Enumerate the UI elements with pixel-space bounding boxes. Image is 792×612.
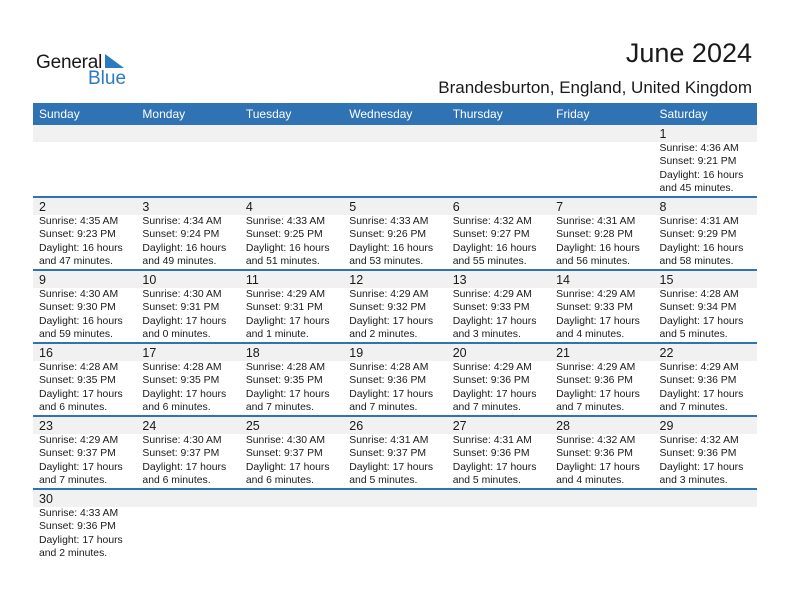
sunset-text: Sunset: 9:37 PM bbox=[39, 448, 116, 460]
sunset-text: Sunset: 9:36 PM bbox=[659, 375, 737, 387]
week-row bbox=[33, 488, 757, 561]
minutes-text: and 7 minutes. bbox=[245, 402, 315, 414]
day-cell bbox=[240, 142, 343, 196]
sunrise-text: Sunrise: 4:30 AM bbox=[245, 435, 325, 446]
day-number: 20 bbox=[452, 346, 467, 360]
day-cell bbox=[136, 434, 239, 488]
daylight-text: Daylight: 17 hours bbox=[39, 534, 123, 546]
sunset-text: Sunset: 9:27 PM bbox=[452, 229, 530, 241]
minutes-text: and 7 minutes. bbox=[452, 402, 521, 414]
day-number: 24 bbox=[142, 419, 157, 433]
daylight-text: Daylight: 16 hours bbox=[245, 242, 330, 254]
day-number: 29 bbox=[659, 419, 674, 433]
sunset-text: Sunset: 9:25 PM bbox=[245, 229, 323, 241]
minutes-text: and 2 minutes. bbox=[39, 548, 108, 560]
day-cell bbox=[447, 288, 550, 342]
sunset-text: Sunset: 9:36 PM bbox=[349, 375, 427, 387]
daylight-text: Daylight: 17 hours bbox=[659, 315, 744, 327]
sunrise-text: Sunrise: 4:28 AM bbox=[245, 362, 325, 373]
day-cell bbox=[343, 434, 446, 488]
daylight-text: Daylight: 17 hours bbox=[659, 461, 744, 473]
sunrise-text: Sunrise: 4:29 AM bbox=[659, 362, 739, 373]
sunrise-text: Sunrise: 4:31 AM bbox=[349, 435, 429, 446]
sunrise-text: Sunrise: 4:29 AM bbox=[452, 362, 532, 373]
day-cell bbox=[550, 142, 653, 196]
minutes-text: and 49 minutes. bbox=[142, 256, 217, 268]
minutes-text: and 6 minutes. bbox=[142, 475, 211, 487]
day-cell bbox=[33, 507, 136, 561]
day-details-row bbox=[33, 215, 757, 269]
date-strip bbox=[33, 417, 757, 434]
day-cell bbox=[33, 142, 136, 196]
daylight-text: Daylight: 17 hours bbox=[142, 388, 227, 400]
day-cell bbox=[654, 215, 757, 269]
sunset-text: Sunset: 9:23 PM bbox=[39, 229, 116, 241]
minutes-text: and 6 minutes. bbox=[245, 475, 315, 487]
sunrise-text: Sunrise: 4:29 AM bbox=[245, 289, 325, 300]
sunset-text: Sunset: 9:31 PM bbox=[142, 302, 220, 314]
week-row bbox=[33, 415, 757, 488]
minutes-text: and 5 minutes. bbox=[659, 329, 728, 341]
day-cell bbox=[447, 507, 550, 561]
day-number: 26 bbox=[349, 419, 364, 433]
day-cell bbox=[550, 361, 653, 415]
daylight-text: Daylight: 16 hours bbox=[556, 242, 640, 254]
minutes-text: and 3 minutes. bbox=[452, 329, 521, 341]
sunrise-text: Sunrise: 4:33 AM bbox=[39, 508, 119, 519]
day-details-row bbox=[33, 507, 757, 561]
day-number: 21 bbox=[556, 346, 571, 360]
page-title: June 2024 bbox=[625, 38, 752, 68]
day-cell bbox=[33, 361, 136, 415]
day-number: 4 bbox=[245, 200, 253, 214]
sunset-text: Sunset: 9:37 PM bbox=[245, 448, 323, 460]
sunset-text: Sunset: 9:28 PM bbox=[556, 229, 633, 241]
minutes-text: and 1 minute. bbox=[245, 329, 309, 341]
sunset-text: Sunset: 9:37 PM bbox=[142, 448, 220, 460]
day-number bbox=[654, 490, 757, 507]
daylight-text: Daylight: 16 hours bbox=[452, 242, 537, 254]
day-number bbox=[240, 490, 343, 507]
minutes-text: and 3 minutes. bbox=[659, 475, 728, 487]
day-cell bbox=[654, 288, 757, 342]
weekday-header-1: Monday bbox=[142, 107, 186, 121]
sunrise-text: Sunrise: 4:35 AM bbox=[39, 216, 119, 227]
day-number: 2 bbox=[39, 200, 46, 214]
sunset-text: Sunset: 9:24 PM bbox=[142, 229, 220, 241]
day-number bbox=[550, 490, 653, 507]
day-cell bbox=[136, 507, 239, 561]
day-number: 12 bbox=[349, 273, 364, 287]
daylight-text: Daylight: 16 hours bbox=[39, 315, 123, 327]
sunrise-text: Sunrise: 4:29 AM bbox=[452, 289, 532, 300]
day-number: 13 bbox=[452, 273, 467, 287]
daylight-text: Daylight: 17 hours bbox=[556, 315, 640, 327]
sunrise-text: Sunrise: 4:30 AM bbox=[39, 289, 119, 300]
generalblue-logo bbox=[36, 50, 136, 90]
weekday-header-5: Friday bbox=[556, 107, 590, 121]
sunset-text: Sunset: 9:36 PM bbox=[39, 521, 116, 533]
day-cell bbox=[550, 434, 653, 488]
day-number: 14 bbox=[556, 273, 571, 287]
day-number: 11 bbox=[245, 273, 259, 287]
sunset-text: Sunset: 9:36 PM bbox=[556, 375, 633, 387]
sunset-text: Sunset: 9:36 PM bbox=[452, 448, 530, 460]
minutes-text: and 7 minutes. bbox=[556, 402, 625, 414]
sunset-text: Sunset: 9:33 PM bbox=[556, 302, 633, 314]
minutes-text: and 58 minutes. bbox=[659, 256, 734, 268]
day-number bbox=[343, 490, 446, 507]
day-number: 9 bbox=[39, 273, 46, 287]
daylight-text: Daylight: 17 hours bbox=[142, 315, 227, 327]
weekday-header-0: Sunday bbox=[39, 107, 80, 121]
daylight-text: Daylight: 17 hours bbox=[245, 388, 330, 400]
day-number: 27 bbox=[452, 419, 467, 433]
day-cell bbox=[240, 288, 343, 342]
day-cell bbox=[447, 215, 550, 269]
day-cell bbox=[343, 507, 446, 561]
day-cell bbox=[343, 215, 446, 269]
day-cell bbox=[136, 215, 239, 269]
minutes-text: and 6 minutes. bbox=[142, 402, 211, 414]
weekday-header-4: Thursday bbox=[452, 107, 503, 121]
day-number: 15 bbox=[659, 273, 674, 287]
sunset-text: Sunset: 9:34 PM bbox=[659, 302, 737, 314]
daylight-text: Daylight: 16 hours bbox=[39, 242, 123, 254]
day-number: 7 bbox=[556, 200, 564, 214]
day-cell bbox=[136, 361, 239, 415]
daylight-text: Daylight: 17 hours bbox=[39, 388, 123, 400]
day-number bbox=[33, 125, 136, 142]
sunrise-text: Sunrise: 4:31 AM bbox=[452, 435, 532, 446]
minutes-text: and 6 minutes. bbox=[39, 402, 108, 414]
day-cell bbox=[343, 288, 446, 342]
day-number: 8 bbox=[659, 200, 667, 214]
day-cell bbox=[550, 507, 653, 561]
minutes-text: and 47 minutes. bbox=[39, 256, 113, 268]
day-number: 28 bbox=[556, 419, 571, 433]
minutes-text: and 7 minutes. bbox=[659, 402, 728, 414]
logo-text-general: General bbox=[36, 52, 103, 73]
sunrise-text: Sunrise: 4:32 AM bbox=[452, 216, 532, 227]
day-number: 19 bbox=[349, 346, 364, 360]
sunset-text: Sunset: 9:29 PM bbox=[659, 229, 737, 241]
sunrise-text: Sunrise: 4:29 AM bbox=[39, 435, 119, 446]
sunrise-text: Sunrise: 4:28 AM bbox=[349, 362, 429, 373]
day-number bbox=[136, 490, 239, 507]
day-number bbox=[447, 490, 550, 507]
day-details-row bbox=[33, 434, 757, 488]
day-cell bbox=[136, 142, 239, 196]
day-cell bbox=[33, 215, 136, 269]
day-cell bbox=[33, 288, 136, 342]
day-number bbox=[447, 125, 550, 142]
calendar-grid bbox=[33, 103, 757, 561]
week-row bbox=[33, 125, 757, 196]
day-cell bbox=[550, 215, 653, 269]
minutes-text: and 55 minutes. bbox=[452, 256, 527, 268]
sunset-text: Sunset: 9:36 PM bbox=[556, 448, 633, 460]
daylight-text: Daylight: 16 hours bbox=[659, 242, 744, 254]
sunrise-text: Sunrise: 4:30 AM bbox=[142, 435, 222, 446]
day-details-row bbox=[33, 361, 757, 415]
minutes-text: and 4 minutes. bbox=[556, 329, 625, 341]
sunrise-text: Sunrise: 4:33 AM bbox=[245, 216, 325, 227]
daylight-text: Daylight: 17 hours bbox=[659, 388, 744, 400]
day-cell bbox=[447, 434, 550, 488]
sunrise-text: Sunrise: 4:33 AM bbox=[349, 216, 429, 227]
weekday-header-row bbox=[33, 103, 757, 125]
minutes-text: and 7 minutes. bbox=[39, 475, 108, 487]
week-row bbox=[33, 196, 757, 269]
sunrise-text: Sunrise: 4:29 AM bbox=[556, 289, 636, 300]
daylight-text: Daylight: 17 hours bbox=[452, 315, 537, 327]
location-subtitle: Brandesburton, England, United Kingdom bbox=[438, 78, 752, 97]
day-cell bbox=[654, 361, 757, 415]
minutes-text: and 7 minutes. bbox=[349, 402, 418, 414]
day-cell bbox=[343, 361, 446, 415]
daylight-text: Daylight: 17 hours bbox=[39, 461, 123, 473]
day-cell bbox=[343, 142, 446, 196]
day-number: 3 bbox=[142, 200, 150, 214]
sunset-text: Sunset: 9:37 PM bbox=[349, 448, 427, 460]
sunrise-text: Sunrise: 4:28 AM bbox=[39, 362, 119, 373]
calendar-weeks bbox=[33, 125, 757, 561]
weekday-header-3: Wednesday bbox=[349, 107, 413, 121]
day-number: 16 bbox=[39, 346, 53, 360]
day-cell bbox=[447, 142, 550, 196]
weekday-header-2: Tuesday bbox=[245, 107, 292, 121]
sunset-text: Sunset: 9:35 PM bbox=[245, 375, 323, 387]
day-number: 25 bbox=[245, 419, 260, 433]
day-cell bbox=[240, 434, 343, 488]
day-number: 17 bbox=[142, 346, 157, 360]
minutes-text: and 2 minutes. bbox=[349, 329, 418, 341]
weekday-header-6: Saturday bbox=[659, 107, 708, 121]
week-row bbox=[33, 269, 757, 342]
sunset-text: Sunset: 9:32 PM bbox=[349, 302, 427, 314]
sunrise-text: Sunrise: 4:31 AM bbox=[659, 216, 739, 227]
day-cell bbox=[33, 434, 136, 488]
daylight-text: Daylight: 17 hours bbox=[556, 461, 640, 473]
day-cell bbox=[240, 507, 343, 561]
sunrise-text: Sunrise: 4:28 AM bbox=[142, 362, 222, 373]
minutes-text: and 59 minutes. bbox=[39, 329, 113, 341]
day-number: 10 bbox=[142, 273, 157, 287]
sunrise-text: Sunrise: 4:31 AM bbox=[556, 216, 636, 227]
daylight-text: Daylight: 16 hours bbox=[142, 242, 227, 254]
minutes-text: and 45 minutes. bbox=[659, 183, 734, 195]
date-strip bbox=[33, 198, 757, 215]
sunset-text: Sunset: 9:26 PM bbox=[349, 229, 427, 241]
date-strip bbox=[33, 490, 757, 507]
sunrise-text: Sunrise: 4:32 AM bbox=[556, 435, 636, 446]
minutes-text: and 56 minutes. bbox=[556, 256, 631, 268]
day-details-row bbox=[33, 142, 757, 196]
date-strip bbox=[33, 271, 757, 288]
daylight-text: Daylight: 17 hours bbox=[142, 461, 227, 473]
day-number: 18 bbox=[245, 346, 260, 360]
minutes-text: and 5 minutes. bbox=[349, 475, 418, 487]
day-number: 23 bbox=[39, 419, 53, 433]
day-cell bbox=[654, 507, 757, 561]
week-row bbox=[33, 342, 757, 415]
sunset-text: Sunset: 9:31 PM bbox=[245, 302, 323, 314]
sunset-text: Sunset: 9:35 PM bbox=[142, 375, 220, 387]
logo-text-blue: Blue bbox=[88, 68, 127, 89]
day-number bbox=[550, 125, 653, 142]
day-cell bbox=[136, 288, 239, 342]
day-number bbox=[240, 125, 343, 142]
daylight-text: Daylight: 17 hours bbox=[349, 388, 434, 400]
daylight-text: Daylight: 17 hours bbox=[349, 461, 434, 473]
day-details-row bbox=[33, 288, 757, 342]
sunset-text: Sunset: 9:35 PM bbox=[39, 375, 116, 387]
sunset-text: Sunset: 9:36 PM bbox=[452, 375, 530, 387]
sunrise-text: Sunrise: 4:34 AM bbox=[142, 216, 222, 227]
sunrise-text: Sunrise: 4:32 AM bbox=[659, 435, 739, 446]
day-number: 30 bbox=[39, 492, 53, 506]
day-number: 5 bbox=[349, 200, 357, 214]
minutes-text: and 5 minutes. bbox=[452, 475, 521, 487]
day-cell bbox=[654, 142, 757, 196]
sunset-text: Sunset: 9:36 PM bbox=[659, 448, 737, 460]
day-number: 1 bbox=[659, 127, 667, 141]
sunrise-text: Sunrise: 4:29 AM bbox=[349, 289, 429, 300]
minutes-text: and 53 minutes. bbox=[349, 256, 424, 268]
daylight-text: Daylight: 17 hours bbox=[452, 388, 537, 400]
day-cell bbox=[550, 288, 653, 342]
sunrise-text: Sunrise: 4:29 AM bbox=[556, 362, 636, 373]
daylight-text: Daylight: 16 hours bbox=[659, 169, 744, 181]
day-cell bbox=[447, 361, 550, 415]
day-number bbox=[343, 125, 446, 142]
sunset-text: Sunset: 9:21 PM bbox=[659, 156, 737, 168]
sunset-text: Sunset: 9:33 PM bbox=[452, 302, 530, 314]
sunrise-text: Sunrise: 4:30 AM bbox=[142, 289, 222, 300]
minutes-text: and 51 minutes. bbox=[245, 256, 320, 268]
daylight-text: Daylight: 16 hours bbox=[349, 242, 434, 254]
minutes-text: and 0 minutes. bbox=[142, 329, 211, 341]
date-strip bbox=[33, 344, 757, 361]
day-number: 6 bbox=[452, 200, 460, 214]
daylight-text: Daylight: 17 hours bbox=[349, 315, 434, 327]
daylight-text: Daylight: 17 hours bbox=[245, 315, 330, 327]
day-cell bbox=[654, 434, 757, 488]
logo-triangle-icon bbox=[105, 54, 124, 68]
daylight-text: Daylight: 17 hours bbox=[452, 461, 537, 473]
day-number bbox=[136, 125, 239, 142]
sunrise-text: Sunrise: 4:36 AM bbox=[659, 143, 739, 154]
daylight-text: Daylight: 17 hours bbox=[245, 461, 330, 473]
minutes-text: and 4 minutes. bbox=[556, 475, 625, 487]
sunrise-text: Sunrise: 4:28 AM bbox=[659, 289, 739, 300]
daylight-text: Daylight: 17 hours bbox=[556, 388, 640, 400]
day-cell bbox=[240, 361, 343, 415]
date-strip bbox=[33, 125, 757, 142]
day-cell bbox=[240, 215, 343, 269]
sunset-text: Sunset: 9:30 PM bbox=[39, 302, 116, 314]
day-number: 22 bbox=[659, 346, 674, 360]
